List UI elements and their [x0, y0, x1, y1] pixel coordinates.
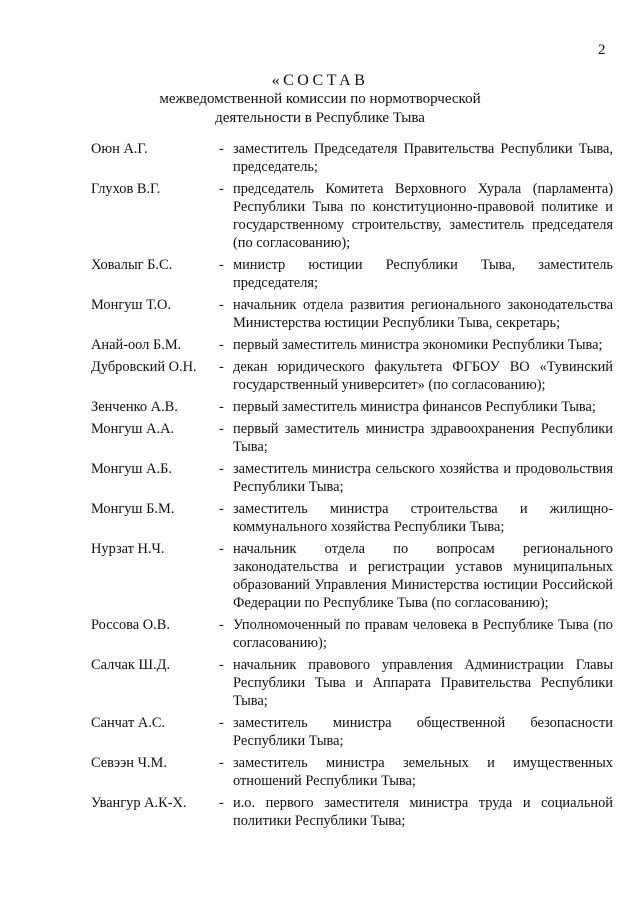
member-row [91, 358, 613, 394]
member-name: Увангур А.К-Х. [91, 795, 187, 811]
member-role: председатель Комитета Верховного Хурала (парламента) Республики Тыва по конституционно-правовой политике и государственному строительству, заместитель председателя (по согласованию); [233, 181, 613, 251]
member-dash: - [219, 461, 224, 477]
member-name: Глухов В.Г. [91, 181, 161, 197]
member-name: Монгуш А.А. [91, 421, 175, 437]
member-row [91, 616, 613, 652]
member-row [91, 500, 613, 536]
member-row [91, 754, 613, 790]
member-name: Анай-оол Б.М. [91, 337, 182, 353]
member-dash: - [219, 501, 224, 517]
member-name: Монгуш Т.О. [91, 297, 172, 313]
member-role: Уполномоченный по правам человека в Республике Тыва (по согласованию); [233, 617, 613, 651]
member-row [91, 398, 613, 416]
member-role: заместитель министра общественной безопасности Республики Тыва; [233, 715, 613, 749]
member-row [91, 460, 613, 496]
member-name: Россова О.В. [91, 617, 170, 633]
heading-title: «СОСТАВ [271, 72, 369, 89]
member-row [91, 180, 613, 252]
member-name: Санчат А.С. [91, 715, 166, 731]
member-row [91, 714, 613, 750]
member-name: Дубровский О.Н. [91, 359, 197, 375]
member-role: министр юстиции Республики Тыва, заместитель председателя; [233, 257, 613, 291]
member-name: Монгуш Б.М. [91, 501, 175, 517]
member-row [91, 656, 613, 710]
member-role: заместитель министра земельных и имущественных отношений Республики Тыва; [233, 755, 613, 789]
member-row [91, 540, 613, 612]
page-number: 2 [598, 42, 606, 58]
member-dash: - [219, 257, 224, 273]
member-dash: - [219, 617, 224, 633]
member-dash: - [219, 755, 224, 771]
member-dash: - [219, 715, 224, 731]
members-list [91, 140, 613, 834]
member-role: начальник правового управления Администрации Главы Республики Тыва и Аппарата Правительства Республики Тыва; [233, 657, 613, 709]
member-dash: - [219, 399, 224, 415]
member-row [91, 296, 613, 332]
member-dash: - [219, 657, 224, 673]
member-name: Зенченко А.В. [91, 399, 178, 415]
member-name: Севээн Ч.М. [91, 755, 167, 771]
member-row [91, 336, 613, 354]
member-role: начальник отдела развития регионального законодательства Министерства юстиции Республики Тыва, секретарь; [233, 297, 613, 331]
member-dash: - [219, 141, 224, 157]
heading-subtitle-line-2: деятельности в Республике Тыва [215, 110, 425, 126]
member-role: и.о. первого заместителя министра труда и социальной политики Республики Тыва; [233, 795, 613, 829]
member-dash: - [219, 337, 224, 353]
member-dash: - [219, 421, 224, 437]
member-row [91, 794, 613, 830]
member-dash: - [219, 297, 224, 313]
member-dash: - [219, 359, 224, 375]
member-role: первый заместитель министра экономики Республики Тыва; [233, 337, 603, 353]
heading-subtitle-line-1: межведомственной комиссии по нормотворческой [159, 91, 481, 107]
member-name: Салчак Ш.Д. [91, 657, 171, 673]
member-role: декан юридического факультета ФГБОУ ВО «Тувинский государственный университет» (по согласованию); [233, 359, 613, 393]
member-dash: - [219, 181, 224, 197]
member-name: Монгуш А.Б. [91, 461, 172, 477]
member-role: первый заместитель министра финансов Республики Тыва; [233, 399, 596, 415]
member-role: заместитель Председателя Правительства Республики Тыва, председатель; [233, 141, 613, 175]
member-dash: - [219, 541, 224, 557]
member-role: заместитель министра строительства и жилищно-коммунального хозяйства Республики Тыва; [233, 501, 613, 535]
member-role: начальник отдела по вопросам регионального законодательства и регистрации уставов муниципальных образований Управления Министерства юстиции Российской Федерации по Республике Тыва (по согласованию); [233, 541, 613, 611]
document-heading [0, 71, 640, 128]
member-row [91, 140, 613, 176]
member-row [91, 256, 613, 292]
member-row [91, 420, 613, 456]
member-dash: - [219, 795, 224, 811]
member-role: заместитель министра сельского хозяйства и продовольствия Республики Тыва; [233, 461, 613, 495]
member-role: первый заместитель министра здравоохранения Республики Тыва; [233, 421, 613, 455]
member-name: Нурзат Н.Ч. [91, 541, 165, 557]
member-name: Ховалыг Б.С. [91, 257, 173, 273]
member-name: Оюн А.Г. [91, 141, 148, 157]
